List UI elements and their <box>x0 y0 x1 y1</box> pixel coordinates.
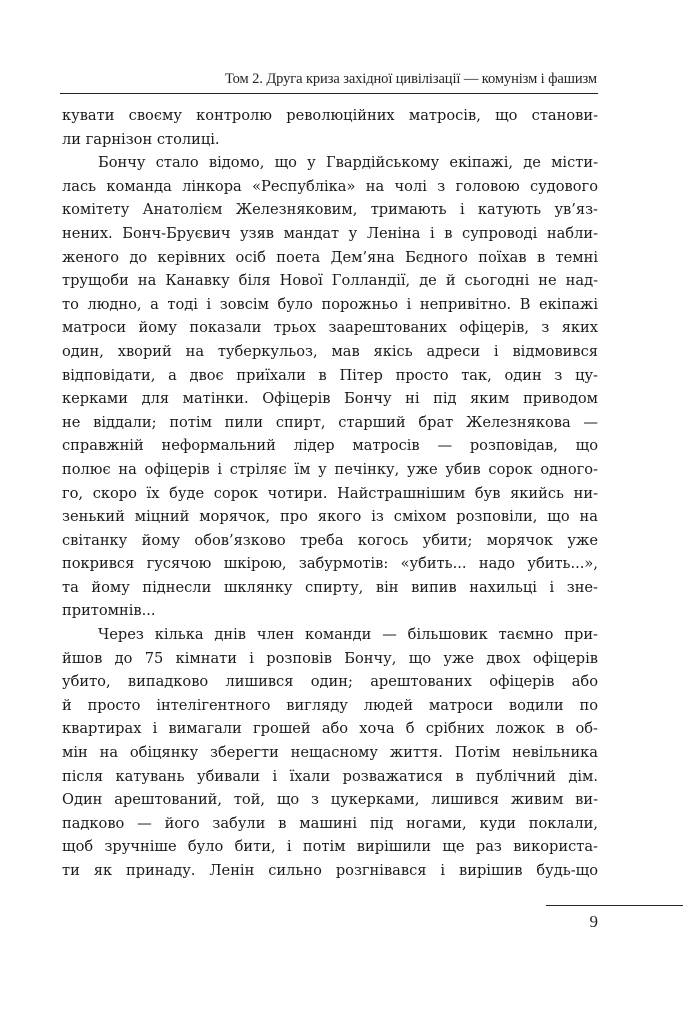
footer-rule <box>546 905 683 906</box>
text-line: відповідати, а двоє приїхали в Пітер просто так, один з цу- <box>62 366 598 384</box>
text-line: мін на обіцянку зберегти нещасному життя. Потім невільника <box>62 744 598 762</box>
text-line: щоб зручніше було бити, і потім вирішили ще раз використа- <box>62 838 598 856</box>
text-line: зенький міцний морячок, про якого із сміхом розповіли, що на <box>62 508 598 526</box>
text-line: покрився гусячою шкірою, забурмотів: «убить... надо убить...», <box>62 555 598 573</box>
running-title: Том 2. Друга криза західної цивілізації — комунізм і фашизм <box>225 71 597 87</box>
text-line: комітету Анатолієм Железняковим, тримають і катують ув’яз- <box>62 201 598 219</box>
page-number: 9 <box>589 912 598 931</box>
text-line: один, хворий на туберкульоз, мав якісь адреси і відмовився <box>62 342 598 360</box>
text-line: полює на офіцерів і стріляє їм у печінку, уже убив сорок одного- <box>62 460 598 478</box>
text-line: йшов до 75 кімнати і розповів Бончу, що уже двох офіцерів <box>62 649 598 667</box>
text-line: квартирах і вимагали грошей або хоча б срібних ложок в об- <box>62 720 598 738</box>
text-line: й просто інтелігентного вигляду людей матроси водили по <box>62 696 598 714</box>
body-text <box>62 104 598 883</box>
text-line: го, скоро їх буде сорок чотири. Найстрашнішим був якийсь ни- <box>62 484 598 502</box>
text-line: Один арештований, той, що з цукерками, лишився живим ви- <box>62 791 598 809</box>
text-line: женого до керівних осіб поета Дем’яна Бєдного поїхав в темні <box>62 248 598 266</box>
text-line: ти як принаду. Ленін сильно розгнівався і вирішив будь-що <box>62 862 598 879</box>
text-line: не віддали; потім пили спирт, старший брат Железнякова — <box>62 413 598 431</box>
header-rule <box>60 93 598 94</box>
text-line: то людно, а тоді і зовсім було порожньо і непривітно. В екіпажі <box>62 295 598 313</box>
text-line: після катувань убивали і їхали розважатися в публічний дім. <box>62 767 598 785</box>
text-line: падково — його забули в машині під ногами, куди поклали, <box>62 814 598 832</box>
text-line: убито, випадково лишився один; арештованих офіцерів або <box>62 673 598 691</box>
text-line: керками для матінки. Офіцерів Бончу ні під яким приводом <box>62 390 598 408</box>
text-line: матроси йому показали трьох заарештованих офіцерів, з яких <box>62 319 598 337</box>
text-line: притомнів... <box>62 602 156 620</box>
text-line: трущоби на Канавку біля Нової Голландії, де й сьогодні не над- <box>62 272 598 290</box>
text-line: та йому піднесли шклянку спирту, він випив нахильці і зне- <box>62 578 598 596</box>
text-line: ли гарнізон столиці. <box>62 130 220 148</box>
text-line: Бончу стало відомо, що у Гвардійському екіпажі, де місти- <box>98 154 598 172</box>
text-line: світанку йому обов’язково треба когось убити; морячок уже <box>62 531 598 549</box>
text-line: лась команда лінкора «Республіка» на чолі з головою судового <box>62 177 598 195</box>
text-line: Через кілька днів член команди — більшовик таємно при- <box>98 626 598 644</box>
text-line: кувати своєму контролю революційних матросів, що станови- <box>62 107 598 124</box>
text-line: нених. Бонч-Бруєвич узяв мандат у Леніна і в супроводі набли- <box>62 224 598 242</box>
text-line: справжній неформальний лідер матросів — розповідав, що <box>62 437 598 455</box>
